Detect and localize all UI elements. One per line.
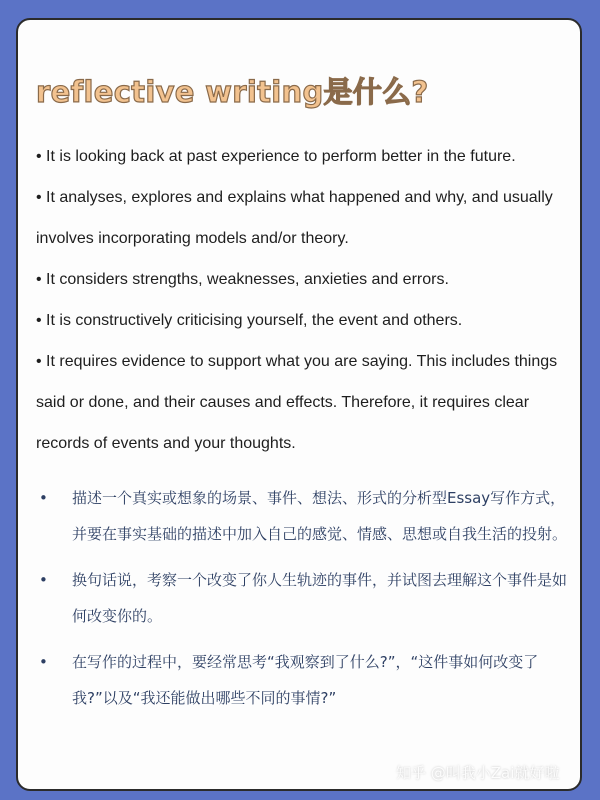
zhihu-watermark: 知乎 @叫我小Zai就好啦 xyxy=(396,764,560,782)
english-point: • It considers strengths, weaknesses, anxieties and errors. xyxy=(36,271,449,288)
english-point: • It is constructively criticising yourself, the event and others. xyxy=(36,312,463,329)
content-card xyxy=(16,18,582,791)
bullet-icon: • xyxy=(39,653,48,671)
chinese-point-text: 在写作的过程中，要经常思考“我观察到了什么?”，“这件事如何改变了我?”以及“我还能做出哪些不同的事情?” xyxy=(72,653,539,707)
chinese-point-text: 描述一个真实或想象的场景、事件、想法、形式的分析型Essay写作方式，并要在事实基础的描述中加入自己的感觉、情感、思想或自我生活的投射。 xyxy=(72,489,568,543)
english-point: • It requires evidence to support what you are saying. This includes things said or done, and their causes and effects. Therefore, it requires clear records of events and your thoughts. xyxy=(36,353,558,452)
english-point: • It is looking back at past experience to perform better in the future. xyxy=(36,148,516,165)
chinese-point xyxy=(36,480,576,552)
chinese-point-text: 换句话说，考察一个改变了你人生轨迹的事件，并试图去理解这个事件是如何改变你的。 xyxy=(72,571,568,625)
bullet-icon: • xyxy=(39,489,48,507)
english-definition-list xyxy=(36,136,576,464)
english-point: • It analyses, explores and explains what happened and why, and usually involves incorporating models and/or theory. xyxy=(36,189,553,247)
chinese-point xyxy=(36,644,576,716)
page-title: reflective writing是什么? xyxy=(36,75,429,109)
chinese-point xyxy=(36,562,576,634)
chinese-definition-list xyxy=(36,480,576,726)
bullet-icon: • xyxy=(39,571,48,589)
